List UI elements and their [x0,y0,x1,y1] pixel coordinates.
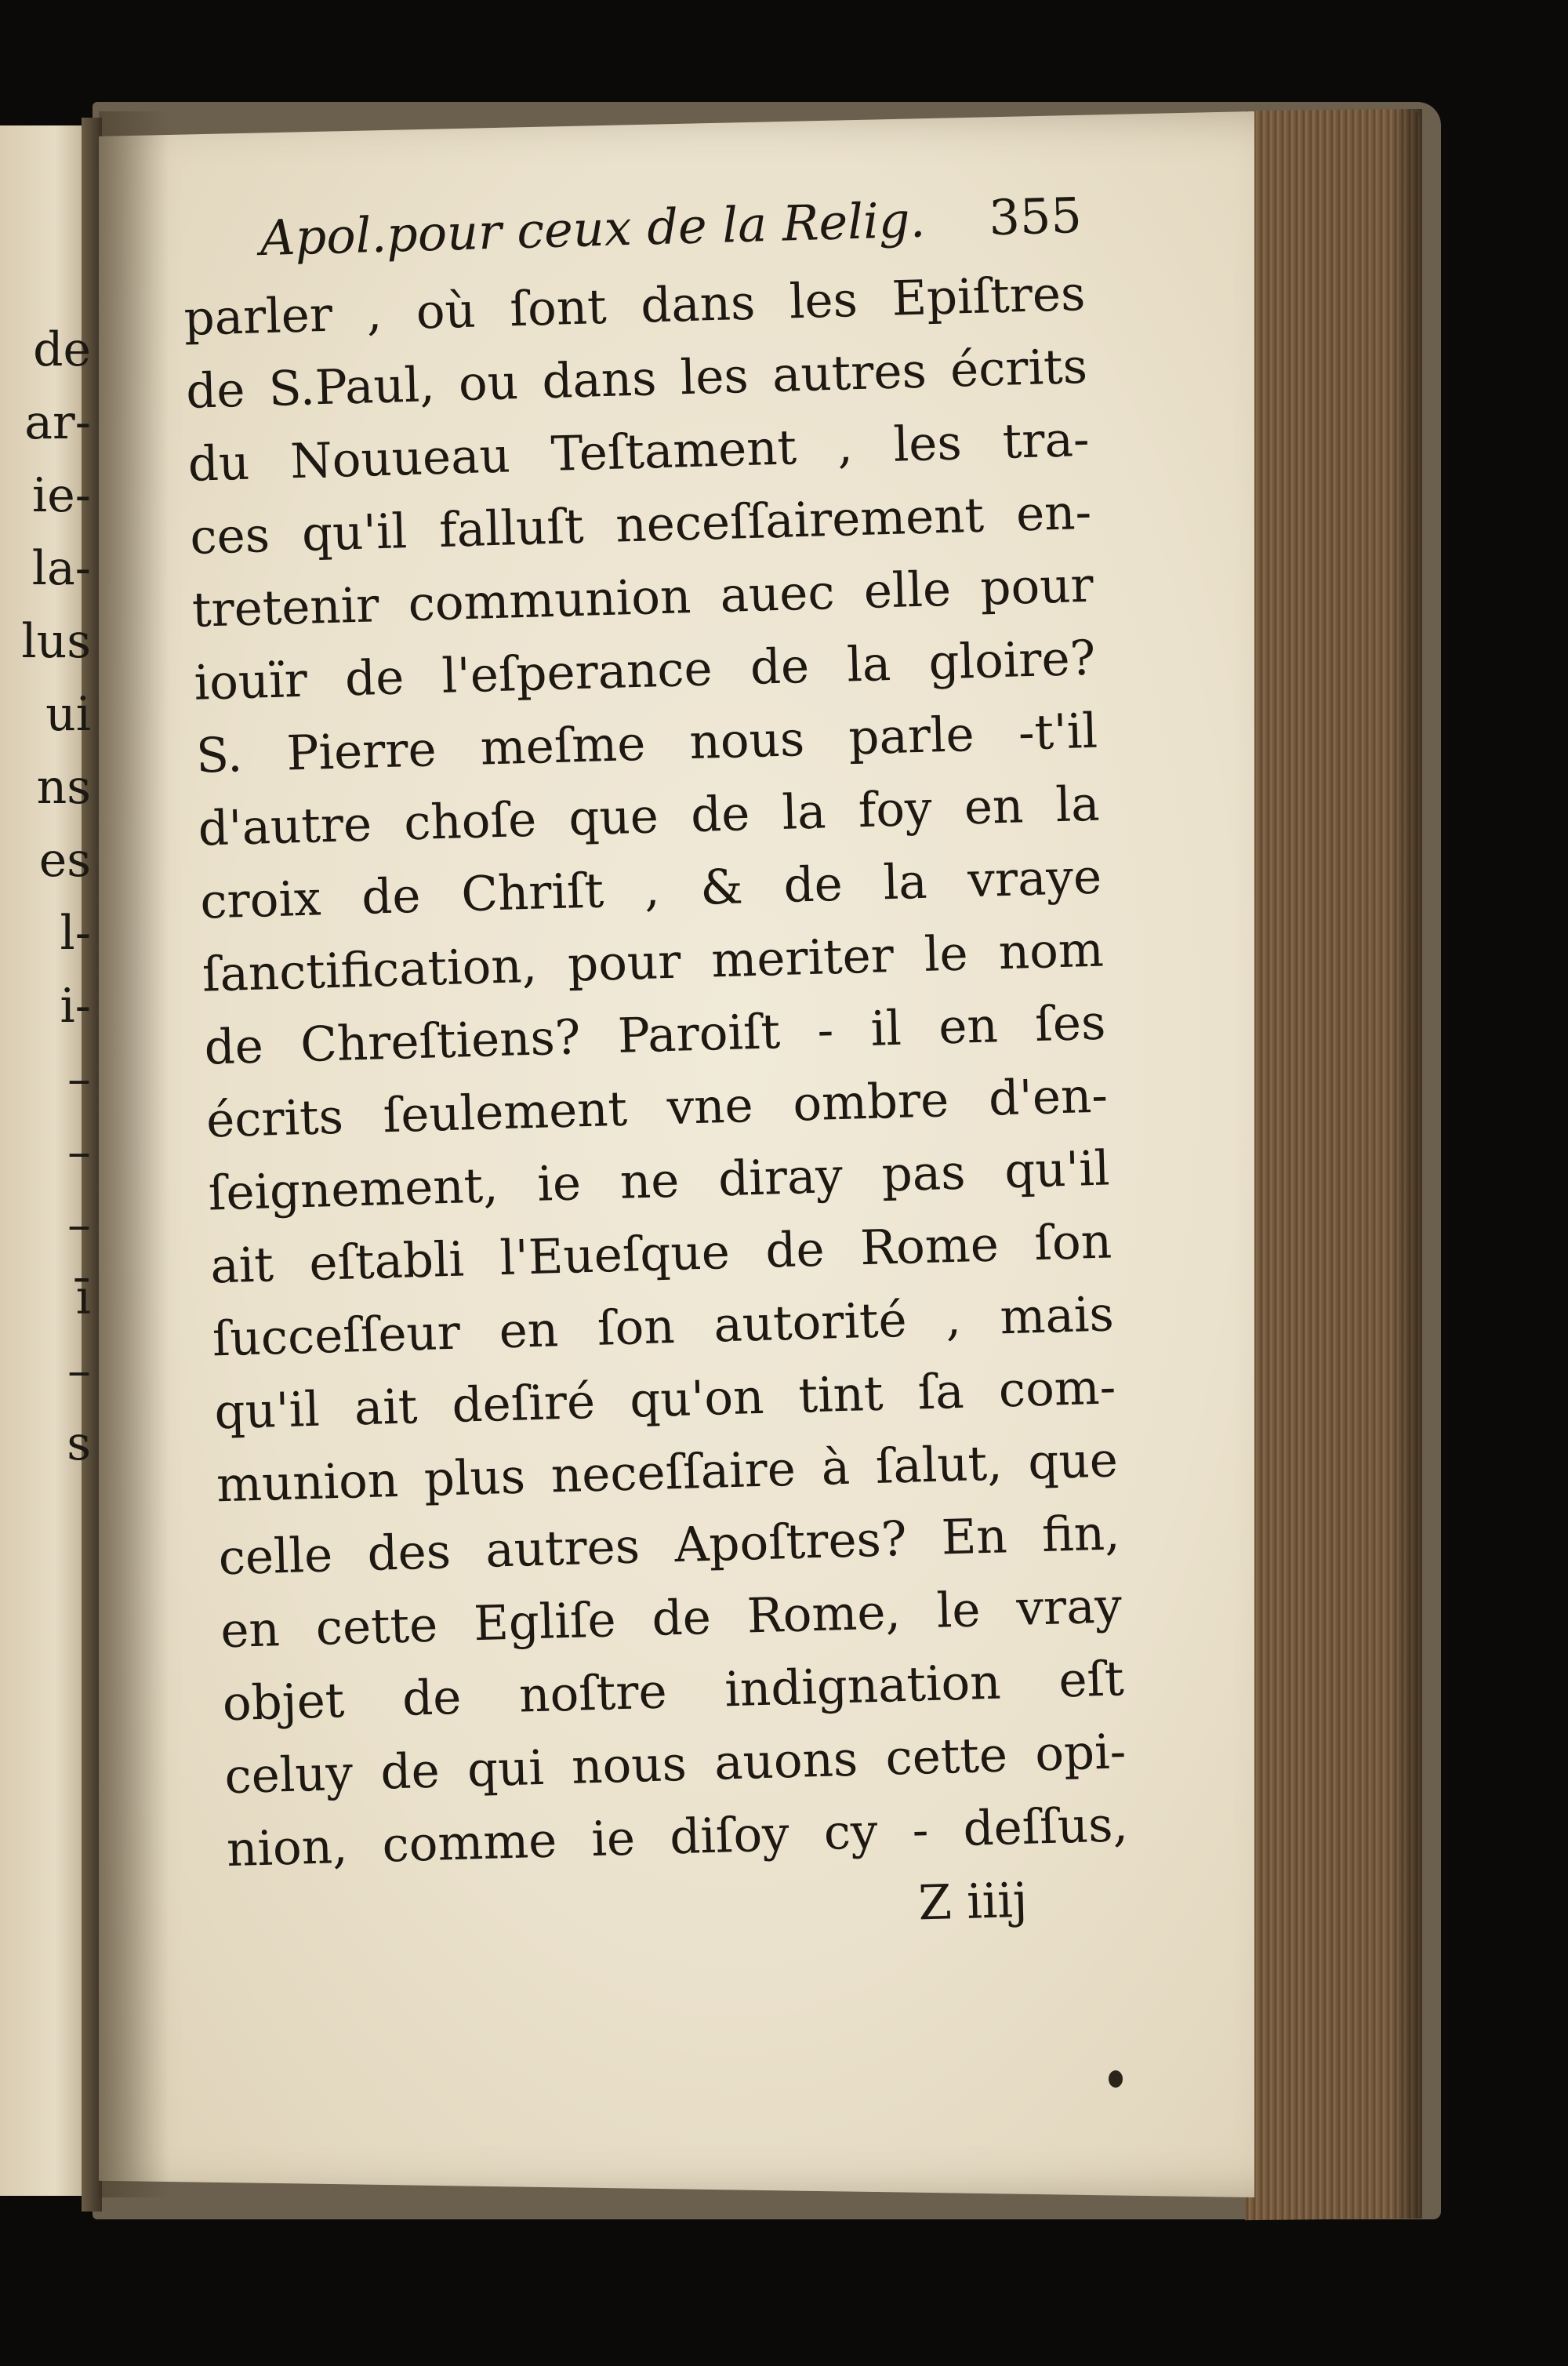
text-line: ait eſtabli l'Eueſque de Rome ſon [209,1213,1112,1295]
left-page-fragment: – [67,1198,91,1252]
left-page-fragment: de [33,322,91,377]
text-line: celle des autres Apoſtres? En fin, [217,1505,1121,1586]
text-line: tretenir communion auec elle pour [191,557,1094,638]
text-line: d'autre choſe que de la foy en la [197,776,1101,857]
left-page-fragment: i- [60,979,91,1034]
page-curl-shadow [99,111,169,2197]
text-line: en cette Egliſe de Rome, le vray [220,1578,1123,1659]
page-number: 355 [988,186,1083,247]
page-edges [1245,109,1422,2220]
text-line: munion plus neceſſaire à ſalut, que [216,1432,1119,1514]
left-page-fragment: – [67,1125,91,1179]
signature-mark: Z iiij [917,1872,1029,1932]
text-line: ſeignement, ie ne diray pas qu'il [207,1140,1111,1222]
left-page-fragment: – [67,1343,91,1398]
text-line: celuy de qui nous auons cette opi- [223,1724,1127,1805]
body-text [183,256,1192,1887]
running-title: Apol.pour ceux de la Relig. [259,191,927,267]
ink-speck [1109,2070,1123,2088]
page-text-block [180,162,1194,1959]
left-page-fragment: s [67,1416,91,1471]
text-line: S. Pierre meſme nous parle -t'il [195,703,1098,784]
left-page-fragment: ui [45,687,91,742]
text-line: objet de noſtre indignation eſt [221,1651,1125,1732]
left-page-fragment: es [38,833,91,888]
left-page-fragment: ie- [32,468,91,523]
left-page-fragment: ī [75,1270,91,1325]
text-line: ſanctification, pour meriter le nom [201,921,1105,1003]
text-line: de Chreſtiens? Paroiſt - il en ſes [203,994,1107,1076]
left-page-fragment: ns [36,760,91,815]
left-page-text-fragments [5,314,91,1481]
text-line: écrits ſeulement vne ombre d'en- [205,1067,1109,1149]
text-line: nion, comme ie diſoy cy - deſſus, [226,1797,1129,1878]
left-page-fragment: lus [21,614,91,669]
text-line: de S.Paul, ou dans les autres écrits [185,338,1088,420]
left-page-fragment: la- [31,541,91,596]
text-line: parler , où ſont dans les Epiſtres [183,265,1087,347]
text-line: ſucceſſeur en ſon autorité , mais [212,1286,1115,1368]
text-line: iouïr de l'eſperance de la gloire? [193,630,1097,711]
left-page-fragment: ar- [24,395,91,450]
text-line: du Nouueau Teſtament , les tra- [187,411,1091,492]
text-line: ces qu'il falluſt neceſſairement en- [189,484,1092,565]
left-page-fragment: l- [60,906,91,961]
left-page-fragment: – [67,1052,91,1107]
text-line: qu'il ait deſiré qu'on tint ſa com- [213,1359,1117,1441]
text-line: croix de Chriſt , & de la vraye [199,849,1102,930]
